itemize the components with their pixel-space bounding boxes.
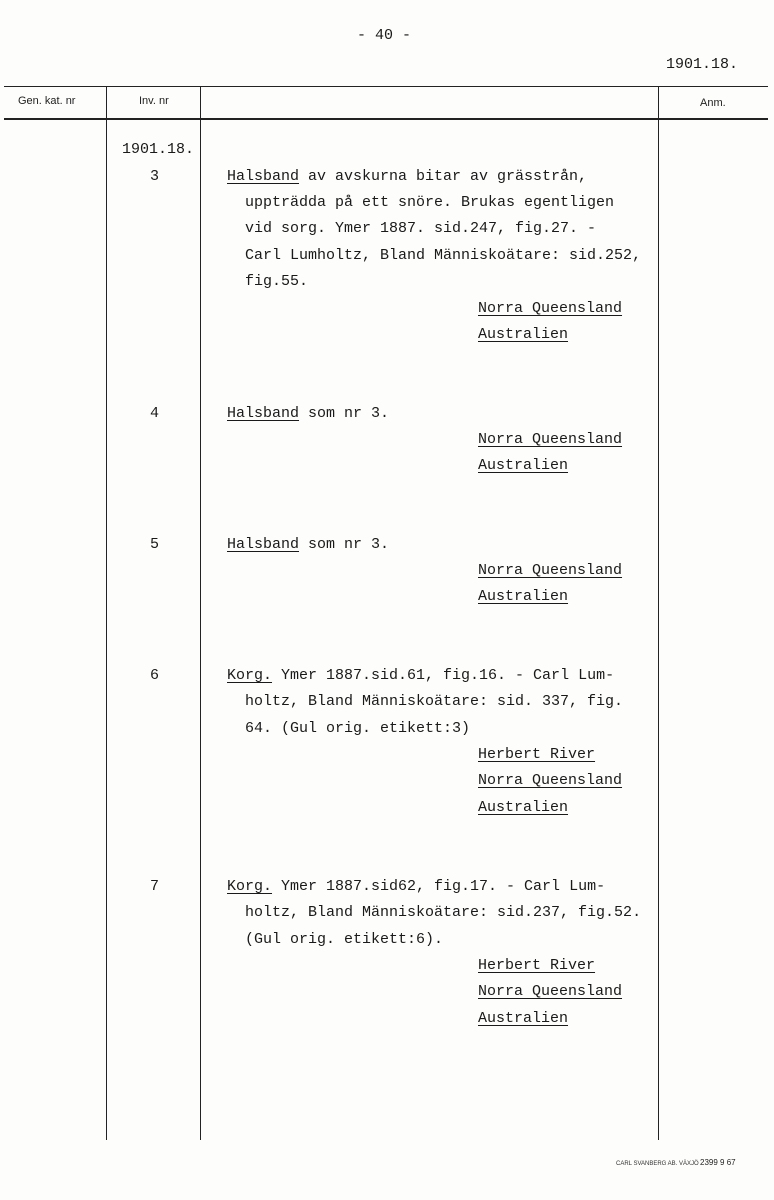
entry-line: Korg. Ymer 1887.sid62, fig.17. - Carl Lum- <box>227 878 606 895</box>
entry-line: uppträdda på ett snöre. Brukas egentligen <box>245 194 615 211</box>
location-line: Herbert River <box>478 957 596 974</box>
collection-number: 1901.18. <box>122 141 195 158</box>
entry-number: 3 <box>150 168 160 185</box>
form-code: 2399 9 67 <box>700 1158 736 1167</box>
location-line: Australien <box>478 1010 569 1027</box>
location-line: Norra Queensland <box>478 562 623 579</box>
entry-title: Halsband <box>227 405 300 422</box>
column-divider-2 <box>200 86 201 1140</box>
entry-line: holtz, Bland Människoätare: sid. 337, fig. <box>245 693 624 710</box>
entry-line: 64. (Gul orig. etikett:3) <box>245 720 471 737</box>
entry-line: vid sorg. Ymer 1887. sid.247, fig.27. - <box>245 220 597 237</box>
header-gen-kat-nr: Gen. kat. nr <box>18 95 76 107</box>
location-line: Norra Queensland <box>478 300 623 317</box>
entry-line: Halsband som nr 3. <box>227 536 390 553</box>
printer-mark: CARL SVANBERG AB. VÄXJÖ <box>616 1161 699 1167</box>
entry-title: Halsband <box>227 536 300 553</box>
entry-line: fig.55. <box>245 273 309 290</box>
entry-line: Korg. Ymer 1887.sid.61, fig.16. - Carl Lum- <box>227 667 615 684</box>
entry-number: 5 <box>150 536 160 553</box>
entry-line: (Gul orig. etikett:6). <box>245 931 444 948</box>
entry-number: 7 <box>150 878 160 895</box>
location-line: Norra Queensland <box>478 983 623 1000</box>
entry-number: 4 <box>150 405 160 422</box>
location-line: Herbert River <box>478 746 596 763</box>
entry-title: Korg. <box>227 878 273 895</box>
column-divider-1 <box>106 86 107 1140</box>
location-line: Norra Queensland <box>478 772 623 789</box>
column-divider-3 <box>658 86 659 1140</box>
entry-line: Carl Lumholtz, Bland Människoätare: sid.252, <box>245 247 642 264</box>
entry-title: Halsband <box>227 168 300 185</box>
entry-title: Korg. <box>227 667 273 684</box>
page-number: - 40 - <box>357 27 412 44</box>
header-top-rule <box>4 86 768 87</box>
location-line: Australien <box>478 799 569 816</box>
entry-number: 6 <box>150 667 160 684</box>
location-line: Australien <box>478 326 569 343</box>
header-anm: Anm. <box>700 97 726 109</box>
entry-line: Halsband av avskurna bitar av grässtrån, <box>227 168 588 185</box>
location-line: Australien <box>478 457 569 474</box>
location-line: Australien <box>478 588 569 605</box>
header-bottom-rule <box>4 118 768 120</box>
entry-line: holtz, Bland Människoätare: sid.237, fig.52. <box>245 904 642 921</box>
header-inv-nr: Inv. nr <box>139 95 169 107</box>
entry-line: Halsband som nr 3. <box>227 405 390 422</box>
location-line: Norra Queensland <box>478 431 623 448</box>
page-code: 1901.18. <box>666 56 739 73</box>
